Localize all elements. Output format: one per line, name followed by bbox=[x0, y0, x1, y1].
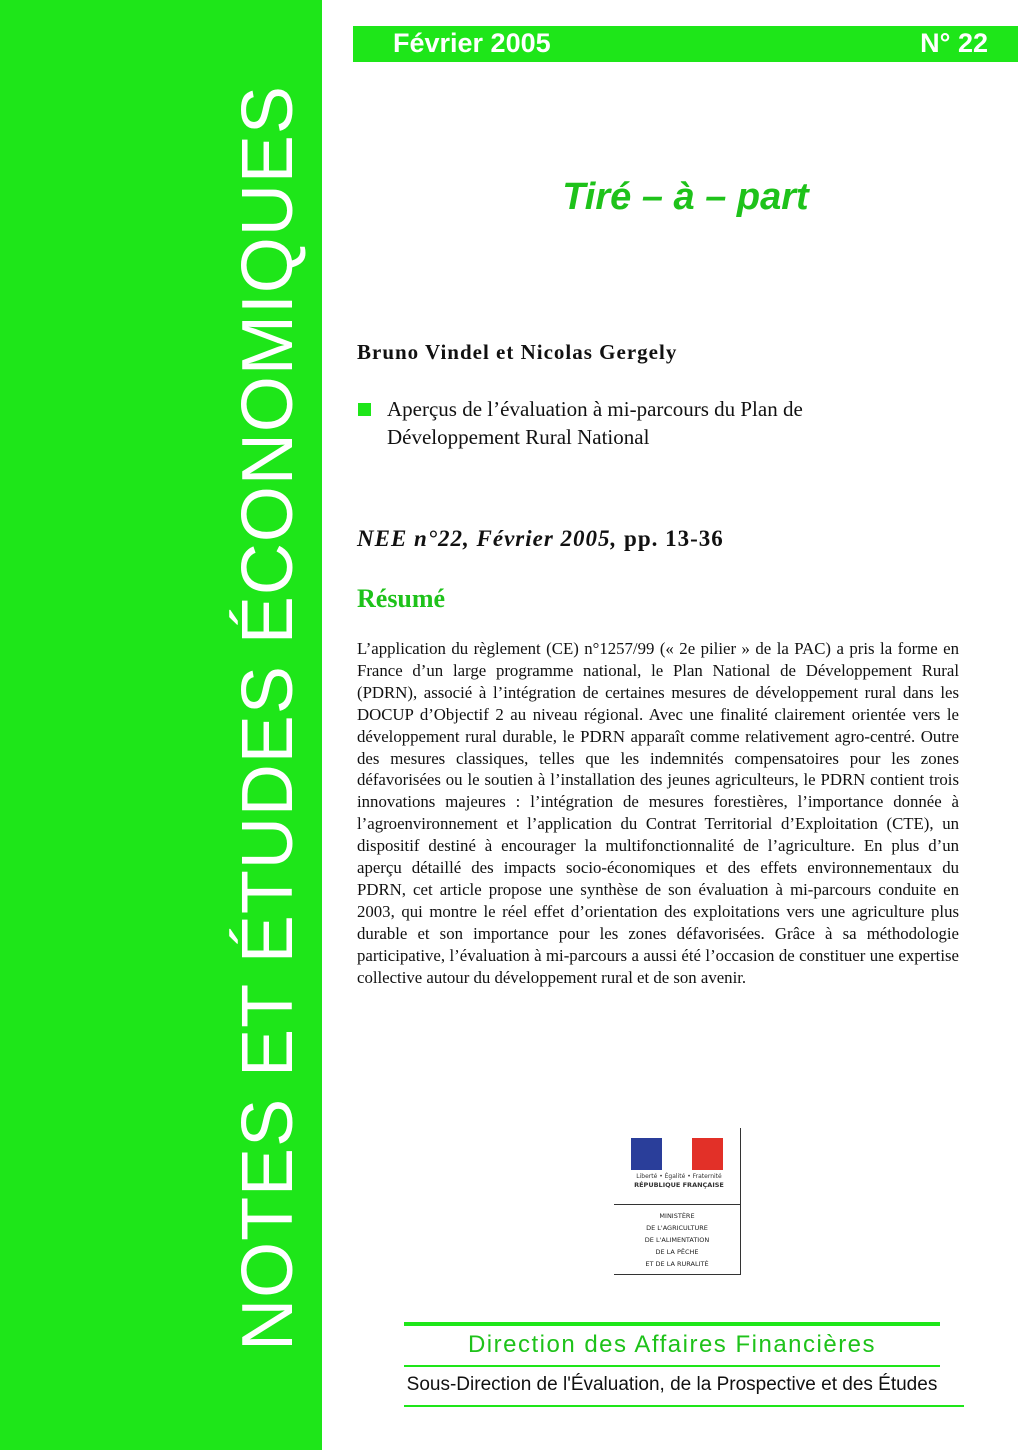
issue-date: Février 2005 bbox=[393, 28, 551, 58]
document-type: Tiré – à – part bbox=[562, 176, 809, 218]
ministry-line: ET DE LA RURALITÉ bbox=[645, 1260, 709, 1268]
article-title-line: Aperçus de l’évaluation à mi-parcours du Plan de bbox=[387, 397, 803, 421]
footer-divider bbox=[404, 1322, 940, 1326]
citation-ref: NEE n°22, Février 2005, bbox=[357, 526, 618, 551]
article-title-line: Développement Rural National bbox=[387, 425, 650, 449]
logo-divider bbox=[614, 1204, 740, 1205]
footer-divider bbox=[404, 1405, 964, 1407]
ministry-line: DE LA PÊCHE bbox=[655, 1248, 699, 1256]
abstract-heading: Résumé bbox=[357, 584, 446, 613]
citation-pages: pp. 13-36 bbox=[624, 526, 724, 551]
ministry-logo bbox=[614, 1128, 741, 1275]
article-title bbox=[387, 395, 958, 451]
article-title-block bbox=[358, 395, 958, 451]
abstract-text: L’application du règlement (CE) n°1257/99 (« 2e pilier » de la PAC) a pris la forme en France d’un large programme national, le Plan National de Développement Rural (PDRN), associé à l’intégration de certaines mesures de développement rural dans les DOCUP d’Objectif 2 au niveau régional. Avec une finalité clairement orientée vers le développement rural durable, le PDRN apparaît comme relativement agro-centré. Outre des mesures classiques, telles que les indemnités compensatoires pour les zones défavorisées ou le soutien à l’installation des jeunes agriculteurs, le PDRN contient trois innovations majeures : l’intégration de mesures forestières, l’importance donnée à l’agroenvironnement et l’application du Contrat Territorial d’Exploitation (CTE), un dispositif destiné à encourager la multifonctionnalité de l’agriculture. En plus d’un aperçu détaillé des impacts socio-économiques et des effets environnementaux du PDRN, cet article propose une synthèse de son évaluation à mi-parcours conduite en 2003, qui montre le réel effet d’orientation des exploitations vers une agriculture plus durable et son importance pour les zones défavorisées. Grâce à sa méthodologie participative, l’évaluation à mi-parcours a aussi été l’occasion de constituer une expertise collective autour du développement rural et de son avenir. bbox=[357, 639, 959, 987]
issue-number: N° 22 bbox=[920, 28, 988, 58]
republic-text: RÉPUBLIQUE FRANÇAISE bbox=[634, 1181, 724, 1189]
citation bbox=[357, 526, 724, 552]
sidebar-band bbox=[0, 0, 322, 1450]
motto-text: Liberté • Égalité • Fraternité bbox=[636, 1173, 722, 1180]
ministry-name bbox=[620, 1210, 734, 1270]
header-bar bbox=[353, 26, 1018, 62]
footer-direction: Direction des Affaires Financières bbox=[467, 1331, 877, 1358]
series-title: NOTES ET ÉTUDES ÉCONOMIQUES bbox=[228, 85, 308, 1351]
square-bullet-icon bbox=[358, 403, 371, 416]
ministry-line: DE L'AGRICULTURE bbox=[646, 1224, 708, 1232]
marianne-flag-icon bbox=[631, 1138, 723, 1170]
logo-motto bbox=[624, 1173, 734, 1189]
footer-subdirection: Sous-Direction de l'Évaluation, de la Prospective et des Études bbox=[406, 1374, 938, 1395]
ministry-line: MINISTÈRE bbox=[659, 1212, 695, 1220]
authors: Bruno Vindel et Nicolas Gergely bbox=[357, 340, 678, 364]
ministry-line: DE L'ALIMENTATION bbox=[644, 1236, 710, 1244]
footer-divider bbox=[404, 1365, 940, 1367]
